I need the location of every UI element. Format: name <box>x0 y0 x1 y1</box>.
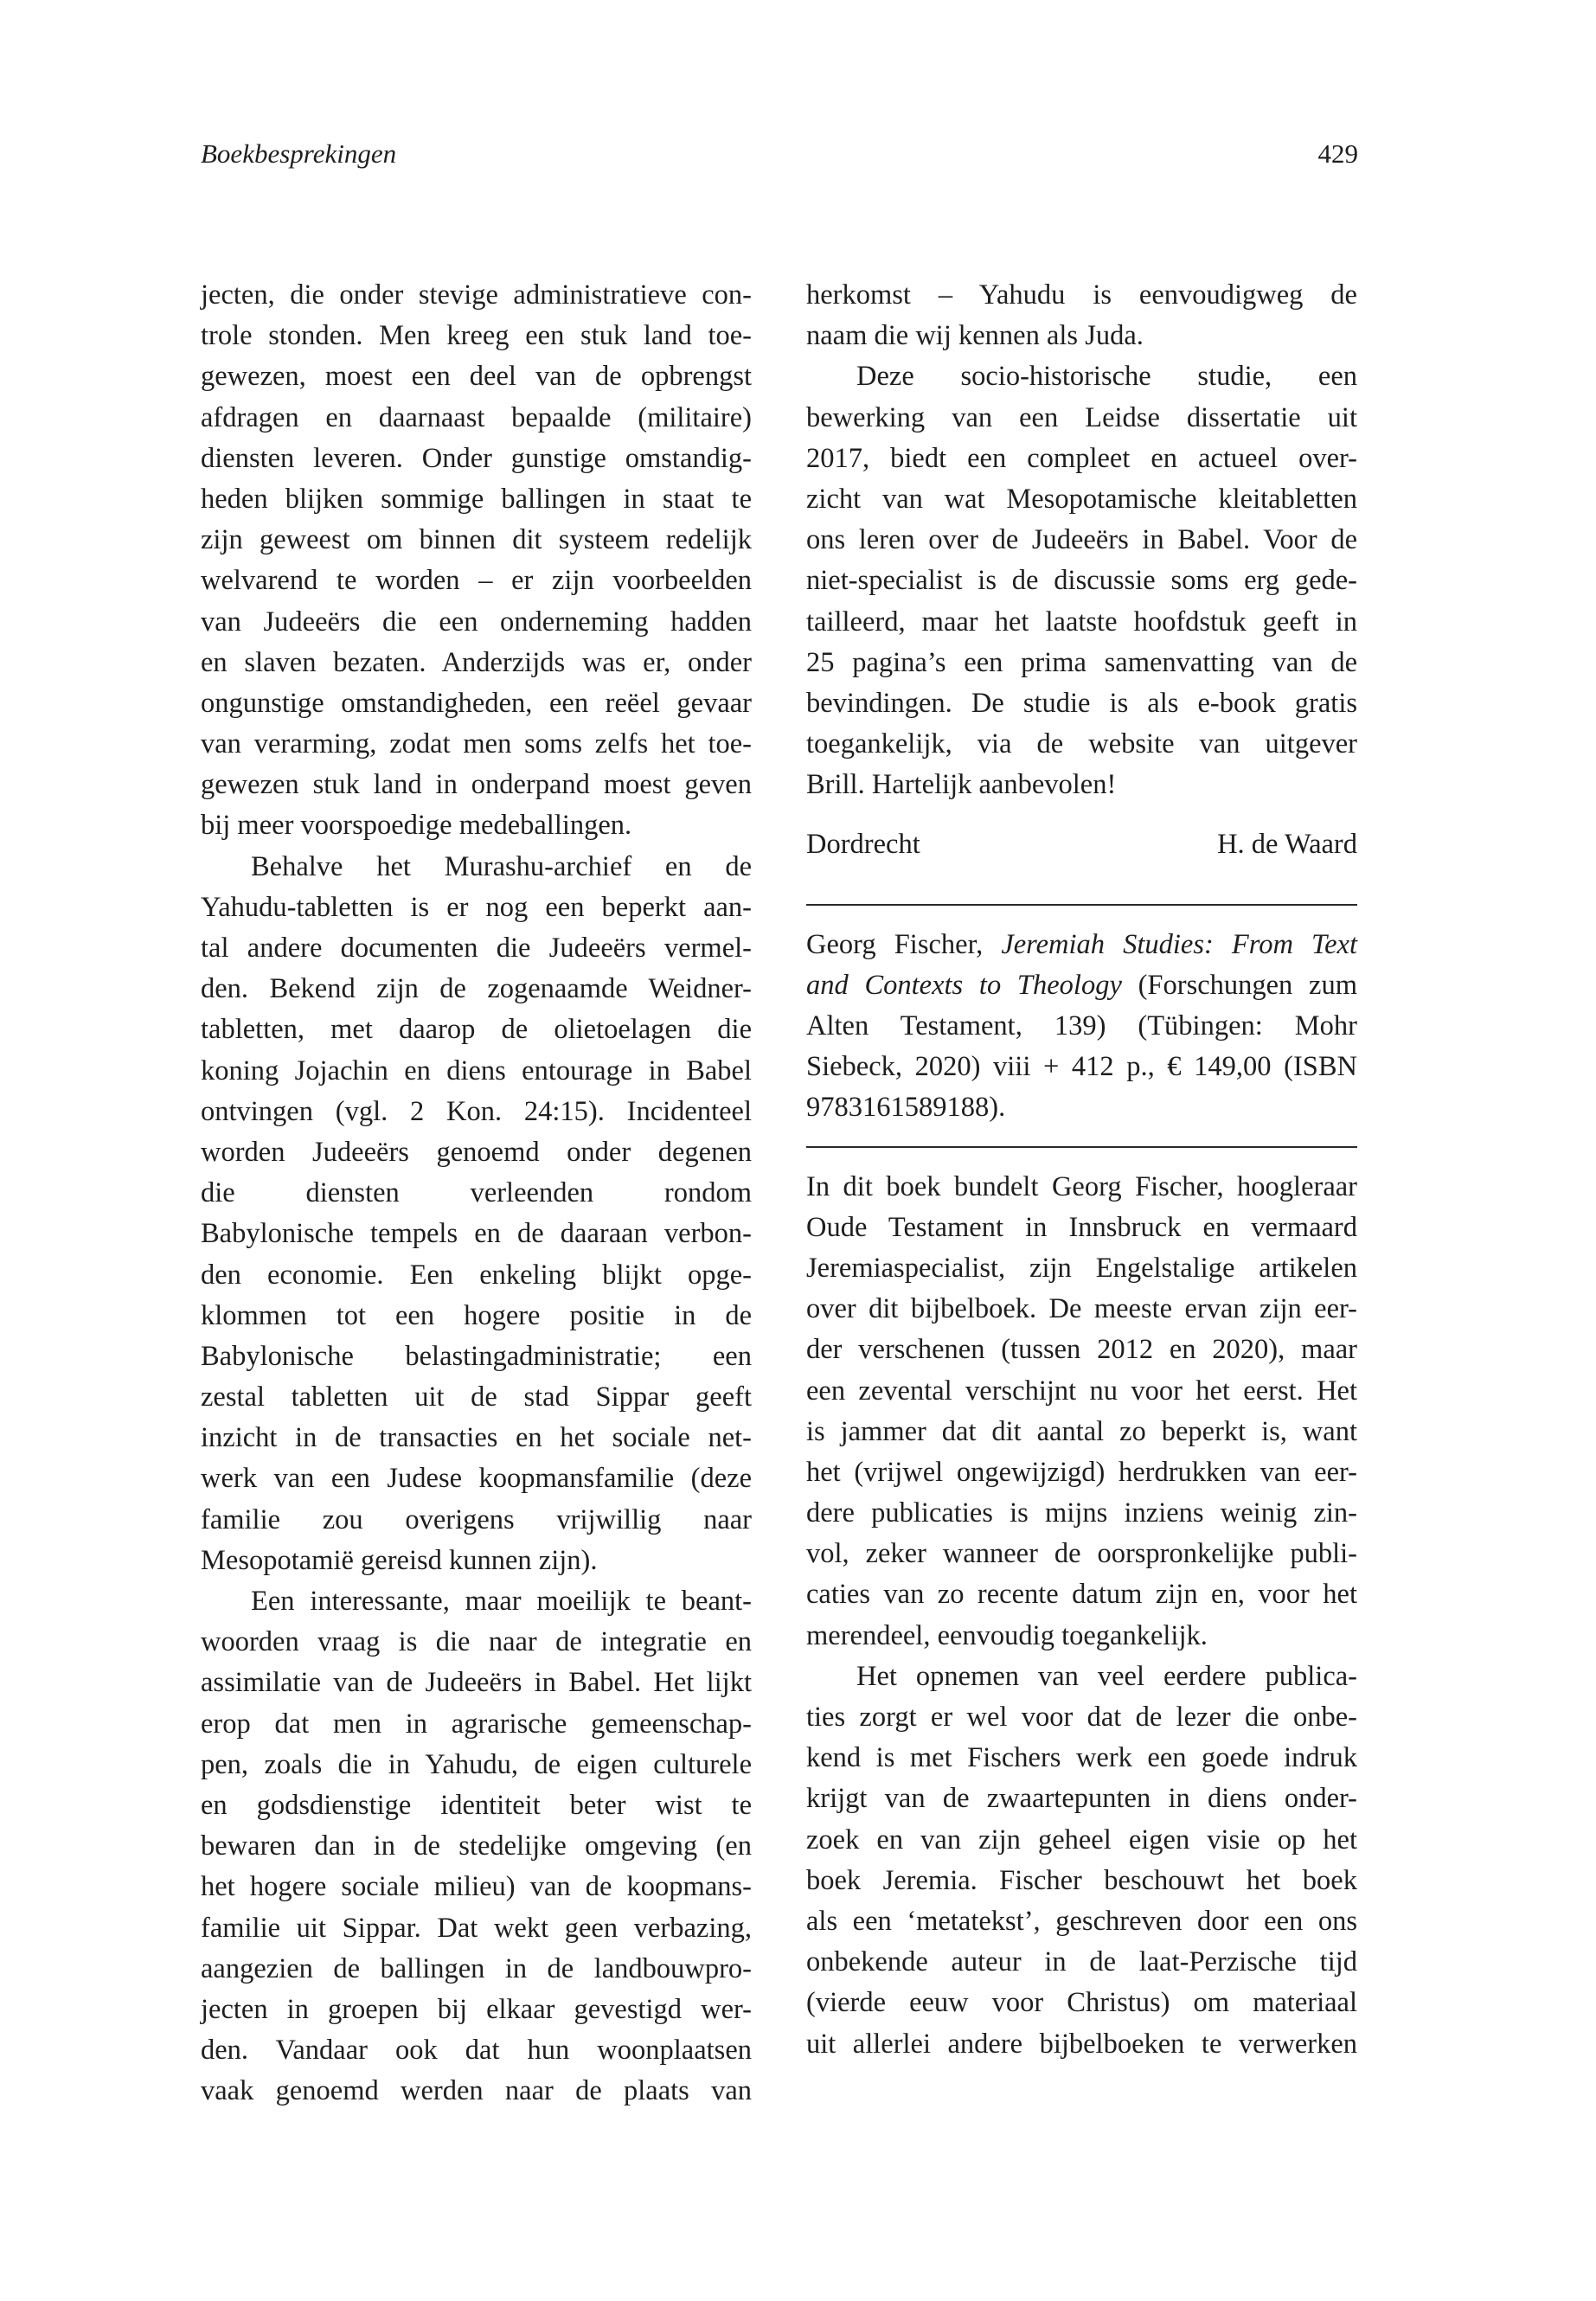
text-line: pen, zoals die in Yahudu, de eigen culturele <box>201 1748 752 1780</box>
text-line: ons leren over de Judeeërs in Babel. Voor de <box>806 524 1357 556</box>
text-line: dere publicaties is mijns inziens weinig zin- <box>806 1497 1357 1529</box>
text-line: zicht van wat Mesopotamische kleitabletten <box>806 483 1357 515</box>
text-line: is jammer dat dit aantal zo beperkt is, want <box>806 1415 1357 1447</box>
text-line: ongunstige omstandigheden, een reëel gevaar <box>201 687 752 719</box>
text-line: het (vrijwel ongewijzigd) herdrukken van eer- <box>806 1456 1357 1488</box>
text-line: zoek en van zijn geheel eigen visie op het <box>806 1823 1357 1856</box>
text-line: ties zorgt er wel voor dat de lezer die onbe- <box>806 1702 1357 1733</box>
text-line: Brill. Hartelijk aanbevolen! <box>806 769 1117 801</box>
text-line: erop dat men in agrarische gemeenschap- <box>201 1708 752 1740</box>
text-line: zestal tabletten uit de stad Sippar geeft <box>201 1381 752 1413</box>
text-line: boek Jeremia. Fischer beschouwt het boek <box>806 1864 1357 1896</box>
text-line: en godsdienstige identiteit beter wist te <box>201 1789 752 1821</box>
text-line: niet-specialist is de discussie soms erg gede- <box>806 565 1357 597</box>
citation-line: Siebeck, 2020) viii + 412 p., € 149,00 (ISBN <box>806 1051 1357 1083</box>
citation-title: Jeremiah Studies: From Text <box>1001 928 1357 960</box>
citation-line <box>806 925 1357 965</box>
text-line: koning Jojachin en diens entourage in Babel <box>201 1054 752 1086</box>
running-head: Boekbesprekingen <box>201 138 397 169</box>
left-column <box>201 275 752 2112</box>
citation-line <box>806 965 1357 1006</box>
text-line: Het opnemen van veel eerdere publica- <box>856 1660 1357 1692</box>
text-line: herkomst – Yahudu is eenvoudigweg de <box>806 279 1357 311</box>
divider-bottom <box>806 1146 1357 1148</box>
text-line: caties van zo recente datum zijn en, voor het <box>806 1579 1357 1611</box>
review-signature <box>806 824 1357 865</box>
text-line: tailleerd, maar het laatste hoofdstuk geeft in <box>806 606 1357 638</box>
text-line: familie zou overigens vrijwillig naar <box>201 1503 752 1535</box>
text-line: over dit bijbelboek. De meeste ervan zijn eer- <box>806 1293 1357 1325</box>
text-line: van Judeeërs die een onderneming hadden <box>201 606 752 638</box>
text-line: gewezen, moest een deel van de opbrengst <box>201 361 752 393</box>
text-line: gewezen stuk land in onderpand moest geven <box>201 769 752 801</box>
citation-series: (Forschungen zum <box>1121 969 1357 1001</box>
text-line: In dit boek bundelt Georg Fischer, hoogleraar <box>806 1170 1357 1202</box>
text-line: Babylonische tempels en de daaraan verbon- <box>201 1218 752 1250</box>
text-line: bevindingen. De studie is als e-book gratis <box>806 687 1357 719</box>
text-line: den. Bekend zijn de zogenaamde Weidner- <box>201 973 752 1005</box>
text-line: een zevental verschijnt nu voor het eerst. Het <box>806 1375 1357 1407</box>
text-line: bij meer voorspoedige medeballingen. <box>201 810 632 842</box>
text-line: bewaren dan in de stedelijke omgeving (en <box>201 1830 752 1862</box>
text-line: trole stonden. Men kreeg een stuk land toe- <box>201 320 752 352</box>
right-column <box>806 275 1357 2065</box>
text-line: Mesopotamië gereisd kunnen zijn). <box>201 1544 598 1576</box>
text-line: vaak genoemd werden naar de plaats van <box>201 2075 752 2107</box>
text-line: heden blijken sommige ballingen in staat te <box>201 483 752 515</box>
text-line: uit allerlei andere bijbelboeken te verwerken <box>806 2028 1357 2060</box>
text-line: Deze socio-historische studie, een <box>856 361 1357 393</box>
text-line: (vierde eeuw voor Christus) om materiaal <box>806 1987 1357 2019</box>
text-line: afdragen en daarnaast bepaalde (militaire) <box>201 401 752 433</box>
text-line: bewerking van een Leidse dissertatie uit <box>806 401 1357 433</box>
signature-place: Dordrecht <box>806 829 920 861</box>
citation-line: Alten Testament, 139) (Tübingen: Mohr <box>806 1010 1357 1042</box>
book-citation <box>806 925 1357 1129</box>
text-line: naam die wij kennen als Juda. <box>806 320 1144 352</box>
text-line: klommen tot een hogere positie in de <box>201 1299 752 1331</box>
text-line: Behalve het Murashu-archief en de <box>251 850 752 882</box>
text-line: die diensten verleenden rondom <box>201 1177 752 1209</box>
signature-reviewer: H. de Waard <box>1217 829 1357 861</box>
text-line: 2017, biedt een compleet en actueel over- <box>806 442 1357 474</box>
text-line: aangezien de ballingen in de landbouwpro- <box>201 1952 752 1984</box>
text-line: diensten leveren. Onder gunstige omstandig- <box>201 442 752 474</box>
text-line: vol, zeker wanneer de oorspronkelijke publi- <box>806 1538 1357 1570</box>
text-line: woorden vraag is die naar de integratie en <box>201 1626 752 1658</box>
text-line: Een interessante, maar moeilijk te beant- <box>251 1586 752 1617</box>
text-line: Jeremiaspecialist, zijn Engelstalige artikelen <box>806 1252 1357 1284</box>
text-line: familie uit Sippar. Dat wekt geen verbazing, <box>201 1912 752 1944</box>
text-line: kend is met Fischers werk een goede indruk <box>806 1742 1357 1774</box>
text-line: den economie. Een enkeling blijkt opge- <box>201 1259 752 1291</box>
text-line: onbekende auteur in de laat-Perzische tijd <box>806 1946 1357 1978</box>
text-line: Yahudu-tabletten is er nog een beperkt aan- <box>201 891 752 923</box>
text-line: assimilatie van de Judeeërs in Babel. Het lijkt <box>201 1667 752 1699</box>
text-line: krijgt van de zwaartepunten in diens onder- <box>806 1783 1357 1815</box>
text-line: der verschenen (tussen 2012 en 2020), maar <box>806 1334 1357 1366</box>
text-line: jecten, die onder stevige administratieve con- <box>201 279 752 311</box>
text-line: en slaven bezaten. Anderzijds was er, onder <box>201 646 752 678</box>
text-line: toegankelijk, via de website van uitgever <box>806 728 1357 760</box>
text-line: van verarming, zodat men soms zelfs het toe- <box>201 728 752 760</box>
text-line: zijn geweest om binnen dit systeem redelijk <box>201 524 752 556</box>
text-line: merendeel, eenvoudig toegankelijk. <box>806 1619 1208 1651</box>
citation-author: Georg Fischer, <box>806 928 1002 960</box>
citation-line: 9783161589188). <box>806 1092 1006 1124</box>
text-line: welvarend te worden – er zijn voorbeelden <box>201 565 752 597</box>
page-number: 429 <box>1317 138 1358 169</box>
text-line: Oude Testament in Innsbruck en vermaard <box>806 1211 1357 1243</box>
text-line: jecten in groepen bij elkaar gevestigd wer- <box>201 1993 752 2025</box>
text-line: ontvingen (vgl. 2 Kon. 24:15). Incidenteel <box>201 1095 752 1127</box>
text-line: tal andere documenten die Judeeërs vermel- <box>201 933 752 964</box>
text-line: als een ‘metatekst’, geschreven door een ons <box>806 1905 1357 1937</box>
text-line: Babylonische belastingadministratie; een <box>201 1340 752 1372</box>
text-line: 25 pagina’s een prima samenvatting van de <box>806 646 1357 678</box>
text-line: werk van een Judese koopmansfamilie (deze <box>201 1463 752 1495</box>
text-line: worden Judeeërs genoemd onder degenen <box>201 1136 752 1168</box>
citation-title: and Contexts to Theology <box>806 969 1122 1001</box>
text-line: den. Vandaar ook dat hun woonplaatsen <box>201 2035 752 2067</box>
text-line: tabletten, met daarop de olietoelagen die <box>201 1014 752 1046</box>
text-line: het hogere sociale milieu) van de koopmans- <box>201 1871 752 1903</box>
divider-top <box>806 904 1357 906</box>
text-line: inzicht in de transacties en het sociale net- <box>201 1422 752 1454</box>
